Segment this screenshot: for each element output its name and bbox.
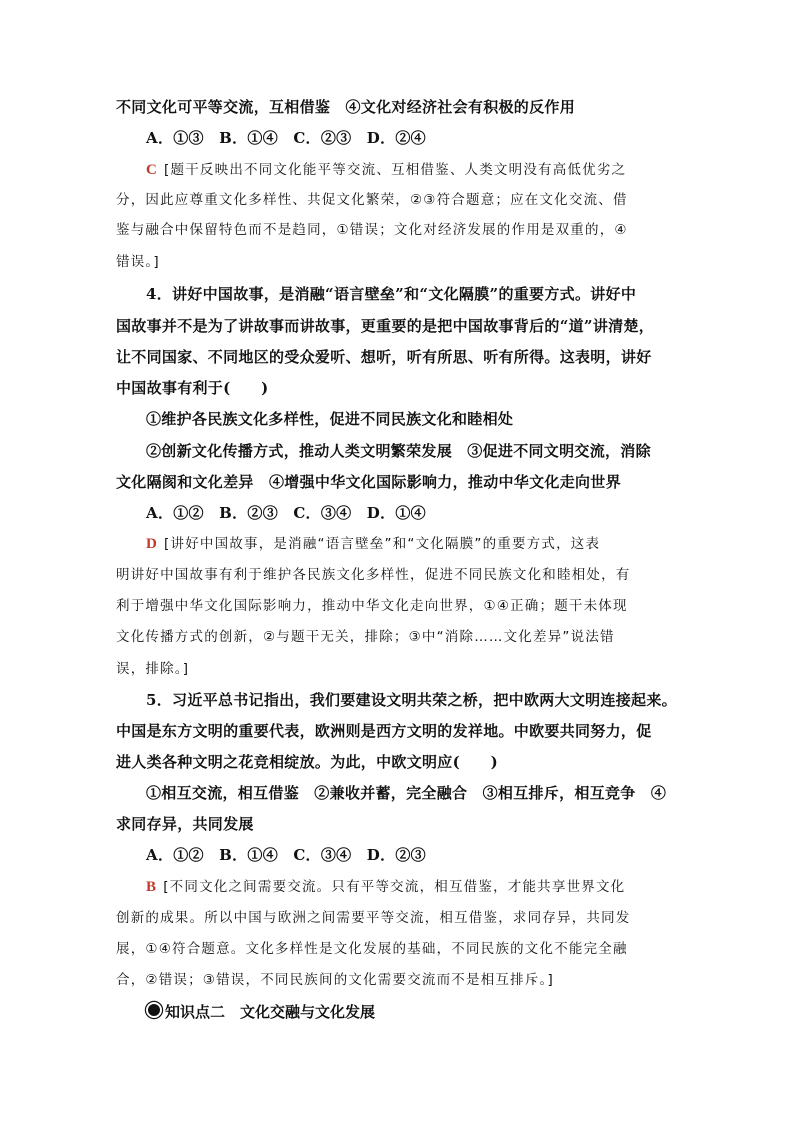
answer-line: 利于增强中华文化国际影响力，推动中华文化走向世界，①④正确；题干未体现 [116,598,628,614]
answer-line: 误，排除。] [116,661,190,677]
question-line: ②创新文化传播方式，推动人类文明繁荣发展 ③促进不同文明交流，消除 [146,442,651,460]
section-heading [146,1002,716,1022]
section-heading-text: 知识点二 文化交融与文化发展 [165,1003,376,1021]
answer-line [146,160,716,180]
answer-key: D [146,536,159,552]
answer-line: 创新的成果。所以中国与欧洲之间需要平等交流，相互借鉴，求同存异，共同发 [116,910,631,926]
answer-line [146,877,716,897]
answer-line: 文化传播方式的创新，②与题干无关，排除；③中“消除……文化差异”说法错 [116,629,615,645]
answer-text: [不同文化之间需要交流。只有平等交流，相互借鉴，才能共享世界文化 [163,879,626,895]
text-line: 不同文化可平等交流，互相借鉴 ④文化对经济社会有积极的反作用 [116,98,576,116]
answer-text: [讲好中国故事，是消融“语言壁垒”和“文化隔膜”的重要方式，这表 [164,536,601,552]
answer-line: 展，①④符合题意。文化多样性是文化发展的基础，不同民族的文化不能完全融 [116,941,628,957]
question-line: 4．讲好中国故事，是消融“语言壁垒”和“文化隔膜”的重要方式。讲好中 [146,285,637,303]
answer-key: B [146,879,158,895]
answer-line: 明讲好中国故事有利于维护各民族文化多样性，促进不同民族文化和睦相处，有 [116,567,631,583]
answer-line: 鉴与融合中保留特色而不是趋同，①错误；文化对经济发展的作用是双重的，④ [116,222,628,238]
question-line: 国故事并不是为了讲故事而讲故事，更重要的是把中国故事背后的“道”讲清楚， [116,317,655,335]
answer-line: 错误。] [116,254,160,270]
answer-text: [题干反映出不同文化能平等交流、互相借鉴、人类文明没有高低优劣之 [164,162,627,178]
question-line: 5．习近平总书记指出，我们要建设文明共荣之桥，把中欧两大文明连接起来。 [146,691,677,709]
section-bullet-icon [146,1002,162,1018]
question-line: 文化隔阂和文化差异 ④增强中华文化国际影响力，推动中华文化走向世界 [116,473,621,491]
question-line: 让不同国家、不同地区的受众爱听、想听，听有所思、听有所得。这表明，讲好 [116,348,652,366]
question-line: ①相互交流，相互借鉴 ②兼收并蓄，完全融合 ③相互排斥，相互竞争 ④ [146,784,667,802]
answer-line [146,534,716,554]
options-line: A．①③ B．①④ C．②③ D．②④ [146,129,426,147]
options-line: A．①② B．②③ C．③④ D．①④ [146,504,426,522]
question-line: 中国是东方文明的重要代表，欧洲则是西方文明的发祥地。中欧要共同努力，促 [116,722,652,740]
question-line: ①维护各民族文化多样性，促进不同民族文化和睦相处 [146,410,514,428]
question-line: 中国故事有利于( ) [116,379,269,397]
question-line: 求同存异，共同发展 [116,815,254,833]
question-line: 进人类各种文明之花竞相绽放。为此，中欧文明应( ) [116,753,498,771]
answer-line: 分，因此应尊重文化多样性、共促文化繁荣，②③符合题意；应在文化交流、借 [116,192,628,208]
options-line: A．①② B．①④ C．③④ D．②③ [146,846,426,864]
answer-key: C [146,162,159,178]
answer-line: 合，②错误；③错误，不同民族间的文化需要交流而不是相互排斥。] [116,972,554,988]
